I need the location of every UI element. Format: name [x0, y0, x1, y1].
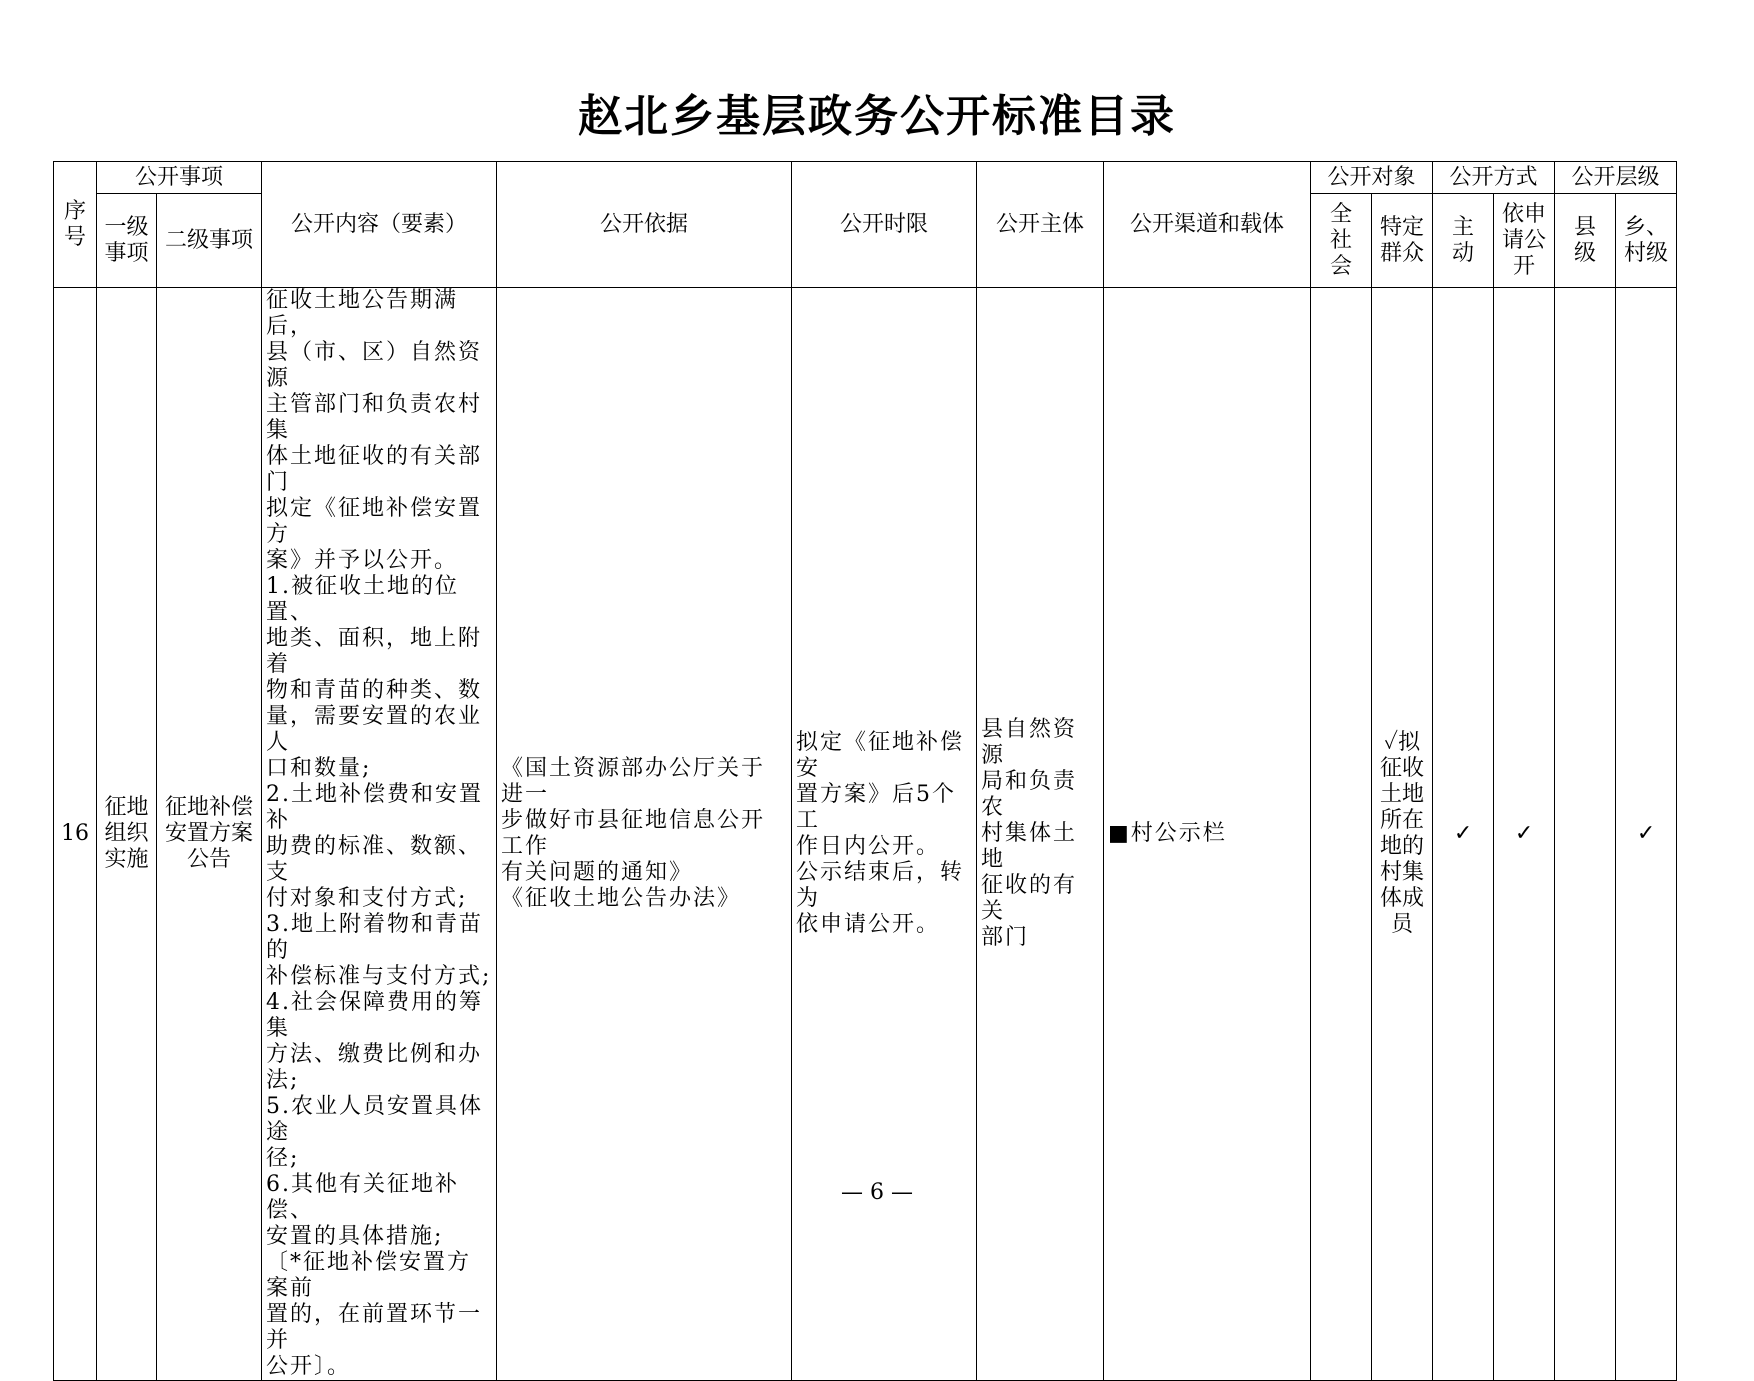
header-township-village: 乡、 村级 [1616, 194, 1677, 288]
cell-basis: 《国土资源部办公厅关于进一 步做好市县征地信息公开工作 有关问题的通知》 《征收土地公告办法》 [497, 288, 792, 1381]
header-county: 县 级 [1555, 194, 1616, 288]
cell-seq: 16 [54, 288, 97, 1381]
header-specific-group: 特定 群众 [1372, 194, 1433, 288]
header-channel: 公开渠道和载体 [1104, 162, 1311, 288]
header-level2: 二级事项 [157, 194, 262, 288]
cell-content: 征收土地公告期满后， 县（市、区）自然资源 主管部门和负责农村集 体土地征收的有关部门 拟定《征地补偿安置方 案》并予以公开。 1.被征收土地的位置、 地类、面积，地上附着 物和青苗的种类、数 量，需要安置的农业人 口和数量; 2.土地补偿费和安置补 助费的标准、数额、支 付对象和支付方式; 3.地上附着物和青苗的 补偿标准与支付方式; 4.社会保障费用的筹集 方法、缴费比例和办 法; 5.农业人员安置具体途 径; 6.其他有关征地补偿、 安置的具体措施; 〔*征地补偿安置方案前 置的，在前置环节一并 公开〕。 [262, 288, 497, 1381]
header-subject: 公开主体 [977, 162, 1104, 288]
cell-level2: 征地补偿 安置方案 公告 [157, 288, 262, 1381]
document-title: 赵北乡基层政务公开标准目录 [578, 91, 1176, 142]
header-on-request: 依申 请公 开 [1494, 194, 1555, 288]
cell-subject: 县自然资源 局和负责农 村集体土地 征收的有关 部门 [977, 288, 1104, 1381]
cell-channel: ■村公示栏 [1104, 288, 1311, 1381]
header-basis: 公开依据 [497, 162, 792, 288]
header-active: 主 动 [1433, 194, 1494, 288]
header-level-group: 公开层级 [1555, 162, 1677, 194]
header-content: 公开内容（要素） [262, 162, 497, 288]
header-items-group: 公开事项 [97, 162, 262, 194]
cell-whole-society [1311, 288, 1372, 1381]
header-audience-group: 公开对象 [1311, 162, 1433, 194]
cell-active-check: ✓ [1433, 288, 1494, 1381]
cell-county [1555, 288, 1616, 1381]
cell-on-request-check: ✓ [1494, 288, 1555, 1381]
header-whole-society: 全 社 会 [1311, 194, 1372, 288]
cell-specific-group: ✓拟 征收 土地 所在 地的 村集 体成 员 [1372, 288, 1433, 1381]
header-method-group: 公开方式 [1433, 162, 1555, 194]
cell-level1: 征地 组织 实施 [97, 288, 157, 1381]
page-number: — 6 — [841, 1180, 913, 1205]
table-row [54, 288, 1677, 1381]
header-level1: 一级 事项 [97, 194, 157, 288]
header-seq: 序 号 [54, 162, 97, 288]
cell-time-limit: 拟定《征地补偿安 置方案》后5个工 作日内公开。 公示结束后，转为 依申请公开。 [792, 288, 977, 1381]
header-time-limit: 公开时限 [792, 162, 977, 288]
cell-township-village-check: ✓ [1616, 288, 1677, 1381]
